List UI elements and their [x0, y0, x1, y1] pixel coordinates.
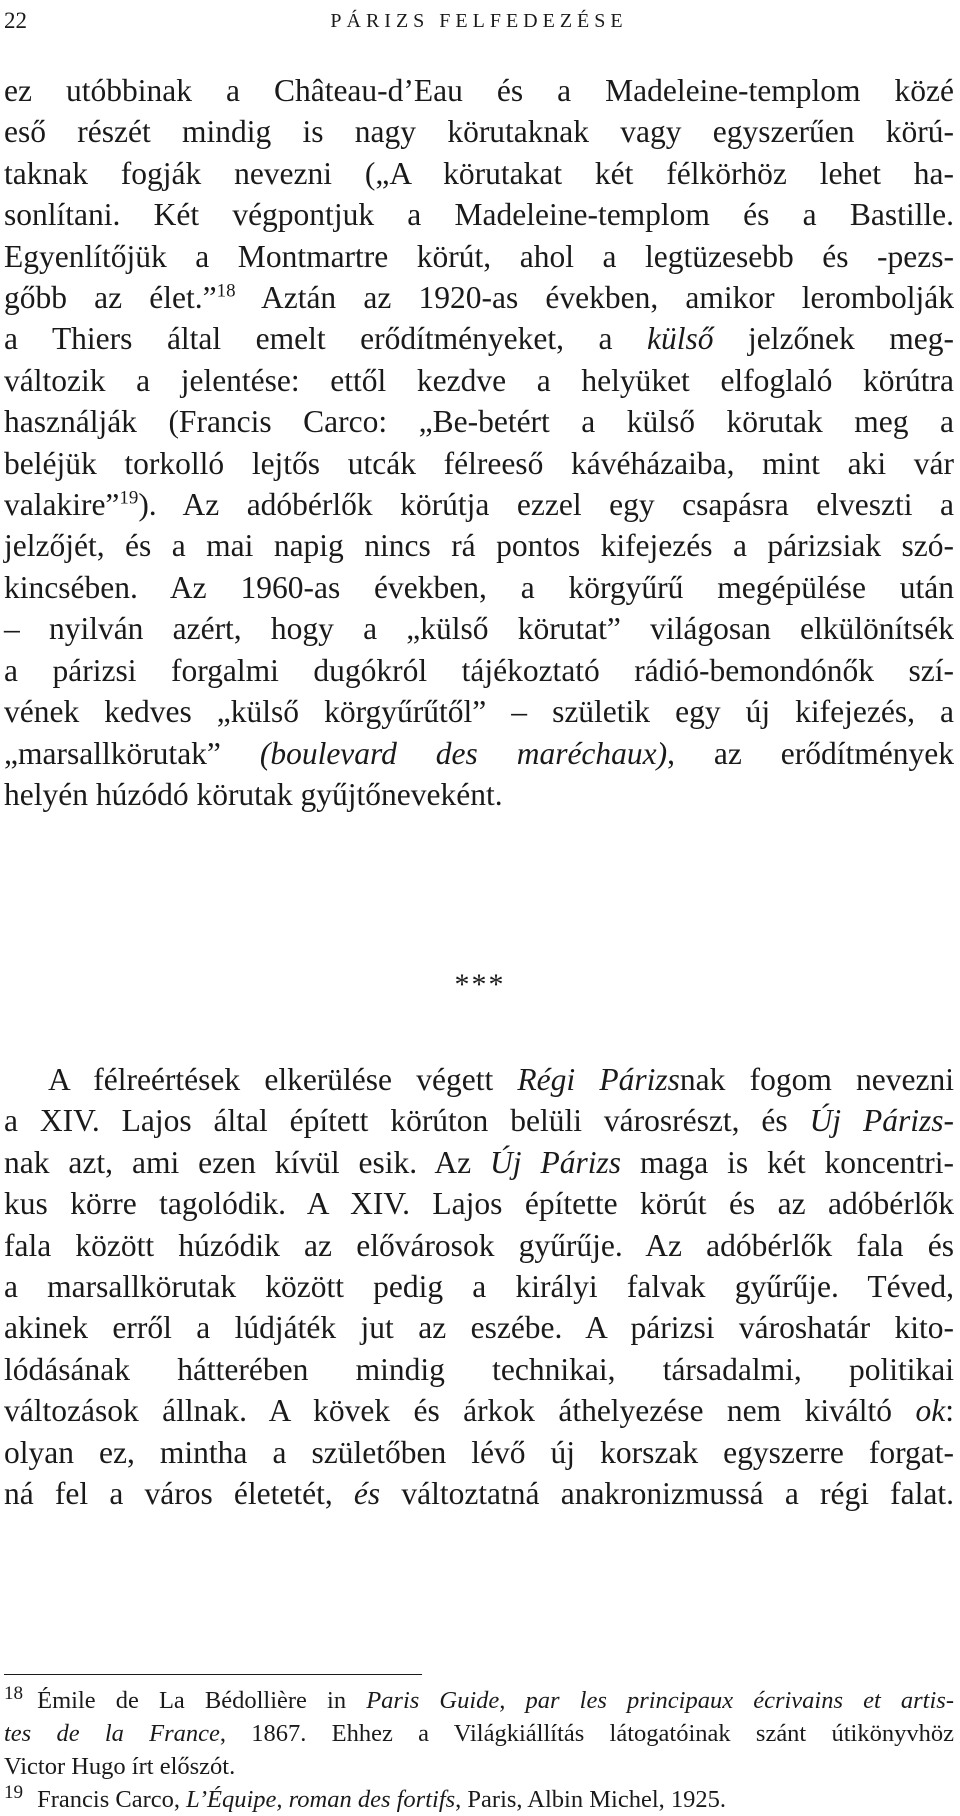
text-line: beléjük torkolló lejtős utcák félreeső kávéházaiba, mint aki vár	[4, 445, 954, 481]
italic-text: (boulevard des maréchaux)	[259, 735, 668, 771]
page-number: 22	[4, 8, 27, 33]
text-line	[4, 733, 954, 774]
text-line: helyén húzódó körutak gyűjtőneveként.	[4, 776, 503, 812]
text-line: változik a jelentése: ettől kezdve a helyüket elfoglaló körútra	[4, 362, 954, 398]
text-line	[4, 1100, 954, 1141]
paragraph-2	[4, 1059, 954, 1514]
text-run: :	[945, 1393, 954, 1429]
section-separator: ***	[454, 968, 506, 1001]
footnote-line	[4, 1717, 954, 1750]
text-run: nak fogom nevezni	[679, 1062, 954, 1097]
italic-text: Új Párizs-	[809, 1103, 954, 1139]
text-run: nak azt, ami ezen kívül esik. Az	[4, 1144, 491, 1180]
footnote-18	[4, 1684, 954, 1783]
footnote-number: 18	[4, 1682, 24, 1704]
text-line: – nyilván azért, hogy a „külső körutat” világosan elkülönítsék	[4, 611, 954, 647]
text-line	[4, 1473, 954, 1514]
text-line: kincsében. Az 1960-as években, a körgyűrű megépülése után	[4, 569, 954, 605]
footnote-19	[4, 1783, 954, 1816]
text-line: használják (Francis Carco: „Be-betért a külső körutak meg a	[4, 404, 954, 440]
text-run: Francis Carco,	[37, 1786, 187, 1813]
italic-text: ok	[915, 1393, 946, 1429]
footnotes	[4, 1684, 954, 1816]
text-run: Aztán az 1920-as években, amikor lerombolják	[235, 280, 954, 316]
italic-text: L’Équipe, roman des fortifs	[186, 1786, 456, 1813]
text-run: maga is két koncentri-	[621, 1144, 954, 1180]
paragraph-1	[4, 70, 954, 815]
text-run: változások állnak. A kövek és árkok áthelyezése nem kiváltó	[4, 1393, 916, 1429]
footnote-divider	[4, 1674, 422, 1675]
text-line: vének kedves „külső körgyűrűtől” – születik egy új kifejezés, a	[4, 694, 954, 730]
text-run: „marsallkörutak”	[4, 735, 260, 771]
text-run: gőbb az élet.”	[4, 280, 217, 316]
text-line: kus körre tagolódik. A XIV. Lajos építette körút és az adóbérlők	[4, 1186, 954, 1222]
text-line: a marsallkörutak között pedig a királyi falvak gyűrűje. Téved,	[4, 1269, 954, 1305]
text-line	[4, 1142, 954, 1183]
text-run: , Paris, Albin Michel, 1925.	[455, 1786, 727, 1813]
text-line: Egyenlítőjük a Montmartre körút, ahol a legtüzesebb és -pezs-	[4, 238, 954, 274]
running-head: PÁRIZS FELFEDEZÉSE	[330, 10, 628, 32]
text-line: ez utóbbinak a Château-d’Eau és a Madeleine-templom közé	[4, 73, 954, 108]
text-run: a XIV. Lajos által épített körúton belüli városrészt, és	[4, 1103, 810, 1139]
text-run: változtatná anakronizmussá a régi falat.	[380, 1476, 954, 1512]
text-run: , 1867. Ehhez a Világkiállítás látogatóinak szánt útikönyvhöz	[219, 1720, 954, 1747]
text-run: Émile de La Bédollière in	[37, 1687, 367, 1714]
footnote-line	[4, 1684, 954, 1717]
text-run: A félreértések elkerülése végett	[48, 1062, 518, 1097]
text-line	[4, 1059, 954, 1100]
footnote-line: Victor Hugo írt előszót.	[4, 1753, 236, 1780]
text-line: lódásának hátterében mindig technikai, társadalmi, politikai	[4, 1351, 954, 1387]
text-run: , az erődítmények	[667, 735, 954, 771]
italic-text: tes de la France	[4, 1720, 220, 1747]
text-line	[4, 484, 954, 525]
text-line: taknak fogják nevezni („A körutakat két félkörhöz lehet ha-	[4, 155, 954, 191]
text-run: a Thiers által emelt erődítményeket, a	[4, 321, 648, 357]
text-line: a párizsi forgalmi dugókról tájékoztató rádió-bemondónők szí-	[4, 652, 954, 688]
text-line: jelzőjét, és a mai napig nincs rá pontos kifejezés a párizsiak szó-	[4, 528, 954, 564]
footnote-reference[interactable]: 18	[216, 280, 236, 302]
text-run: valakire”	[4, 487, 120, 523]
text-line	[4, 277, 954, 318]
italic-text: külső	[647, 321, 714, 357]
text-line: eső részét mindig is nagy körutaknak vagy egyszerűen körú-	[4, 114, 954, 150]
text-run: ná fel a város életetét,	[4, 1476, 354, 1512]
italic-text: Új Párizs	[490, 1144, 622, 1180]
text-line	[4, 318, 954, 359]
italic-text: Régi Párizs	[517, 1062, 680, 1097]
italic-text: Paris Guide, par les principaux écrivains et artis-	[366, 1687, 954, 1714]
footnote-line	[4, 1783, 954, 1816]
text-run: ). Az adóbérlők körútja ezzel egy csapásra elveszti a	[138, 487, 954, 523]
page-header	[4, 2, 954, 38]
text-line: sonlítani. Két végpontjuk a Madeleine-templom és a Bastille.	[4, 197, 954, 233]
text-line: olyan ez, mintha a születőben lévő új korszak egyszerre forgat-	[4, 1434, 954, 1470]
footnote-reference[interactable]: 19	[119, 487, 139, 509]
text-run: jelzőnek meg-	[713, 321, 954, 357]
text-line	[4, 1390, 954, 1431]
italic-text: és	[353, 1476, 381, 1512]
text-line: akinek erről a lúdjáték jut az eszébe. A párizsi városhatár kito-	[4, 1310, 954, 1346]
text-line: fala között húzódik az elővárosok gyűrűje. Az adóbérlők fala és	[4, 1227, 954, 1263]
footnote-number: 19	[4, 1781, 24, 1803]
